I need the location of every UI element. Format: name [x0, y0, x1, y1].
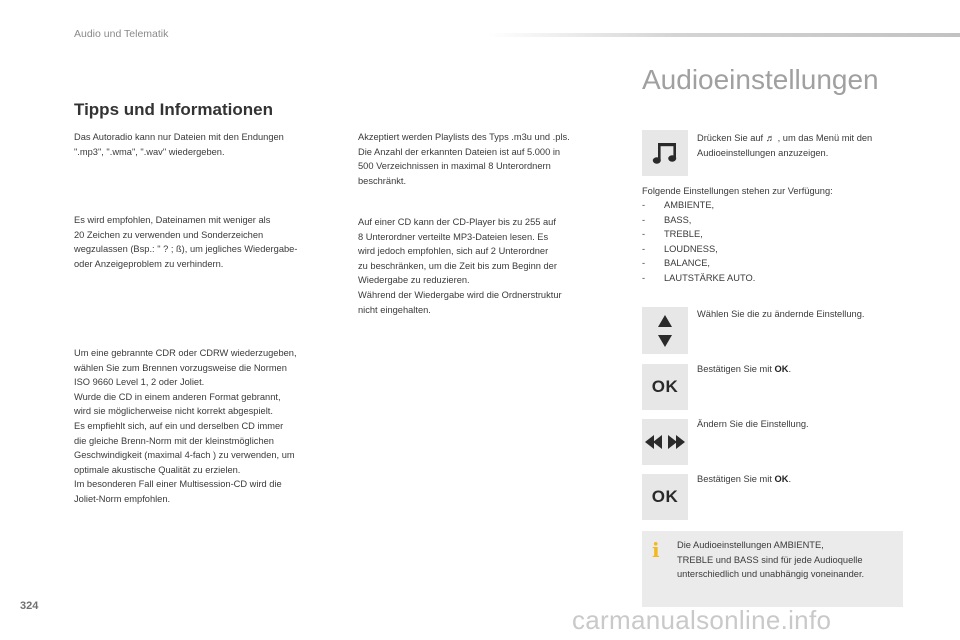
music-note-inline-icon: ♬: [765, 133, 776, 143]
seek-arrows-glyph: [645, 434, 685, 450]
seek-arrows-icon: [642, 419, 688, 465]
header-rule: [488, 33, 960, 37]
step-change-setting: Ändern Sie die Einstellung.: [697, 419, 809, 429]
list-item: - TREBLE,: [642, 229, 703, 240]
step-select-setting: Wählen Sie die zu ändernde Einstellung.: [697, 309, 865, 319]
step-confirm-2: Bestätigen Sie mit OK.: [697, 474, 792, 484]
tip-burning-norms: Um eine gebrannte CDR oder CDRW wiederzugeben, wählen Sie zum Brennen vorzugsweise die Normen ISO 9660 Level 1, 2 oder Joliet. Wurde die CD in einem anderen Format gebrannt, wird sie möglicherweise nicht korrekt abgespielt. Es empfiehlt sich, auf ein und derselben CD immer die gleiche Brenn-Norm mit der kleinstmöglichen Geschwindigkeit (maximal 4-fach ) zu verwenden, um optimale akustische Qualität zu erzielen. Im besonderen Fall einer Multisession-CD wird die Joliet-Norm empfohlen.: [74, 348, 297, 504]
ok-button-icon: [642, 364, 688, 410]
tip-filenames: Es wird empfohlen, Dateinamen mit weniger als 20 Zeichen zu verwenden und Sonderzeichen wegzulassen (Bsp.: " ? ; ß), um jegliches Wiedergabe- oder Anzeigeproblem zu verhindern.: [74, 215, 298, 269]
running-header: Audio und Telematik: [74, 28, 169, 40]
page-number: 324: [20, 600, 39, 612]
confirm-key: OK: [774, 364, 789, 374]
list-item: - LOUDNESS,: [642, 243, 718, 254]
ok-label: OK: [651, 377, 679, 396]
confirm-key: OK: [774, 474, 789, 484]
step-open-post: , um das Menü mit den Audioeinstellungen anzuzeigen.: [697, 133, 873, 158]
list-item: - LAUTSTÄRKE AUTO.: [642, 272, 756, 283]
step-confirm-1: Bestätigen Sie mit OK.: [697, 364, 792, 374]
ok-label: OK: [651, 487, 679, 506]
music-note-icon-glyph: [650, 138, 680, 168]
settings-intro: Folgende Einstellungen stehen zur Verfügung:: [642, 186, 833, 196]
page-title: Audioeinstellungen: [642, 64, 879, 95]
tips-heading: Tipps und Informationen: [74, 100, 273, 119]
info-text: Die Audioeinstellungen AMBIENTE, TREBLE und BASS sind für jede Audioquelle unterschiedlich und unabhängig voneinander.: [677, 540, 865, 580]
list-item: - AMBIENTE,: [642, 200, 715, 210]
up-down-arrows-glyph: [655, 313, 675, 349]
settings-list: [642, 198, 755, 286]
list-item: - BALANCE,: [642, 258, 710, 269]
tip-mp3-folders: Auf einer CD kann der CD-Player bis zu 255 auf 8 Unterordner verteilte MP3-Dateien lesen. Es wird jedoch empfohlen, sich auf 2 Unterordner zu beschränken, um die Zeit bis zum Beginn der Wiedergabe zu reduzieren. Während der Wiedergabe wird die Ordnerstruktur nicht eingehalten.: [358, 217, 562, 315]
tip-file-extensions: Das Autoradio kann nur Dateien mit den Endungen ".mp3", ".wma", ".wav" wiedergeben.: [74, 132, 284, 157]
tip-playlists: Akzeptiert werden Playlists des Typs .m3u und .pls. Die Anzahl der erkannten Dateien ist auf 5.000 in 500 Verzeichnissen in maximal 8 Unterordnern beschränkt.: [358, 132, 570, 186]
watermark: carmanualsonline.info: [572, 605, 832, 635]
ok-button-icon: [642, 474, 688, 520]
music-note-icon: [642, 130, 688, 176]
list-item: - BASS,: [642, 214, 692, 225]
up-down-arrows-icon: [642, 307, 688, 354]
step-open-pre: Drücken Sie auf: [697, 133, 764, 143]
step-open-audio-menu: [697, 131, 907, 160]
info-icon: i: [652, 538, 660, 562]
